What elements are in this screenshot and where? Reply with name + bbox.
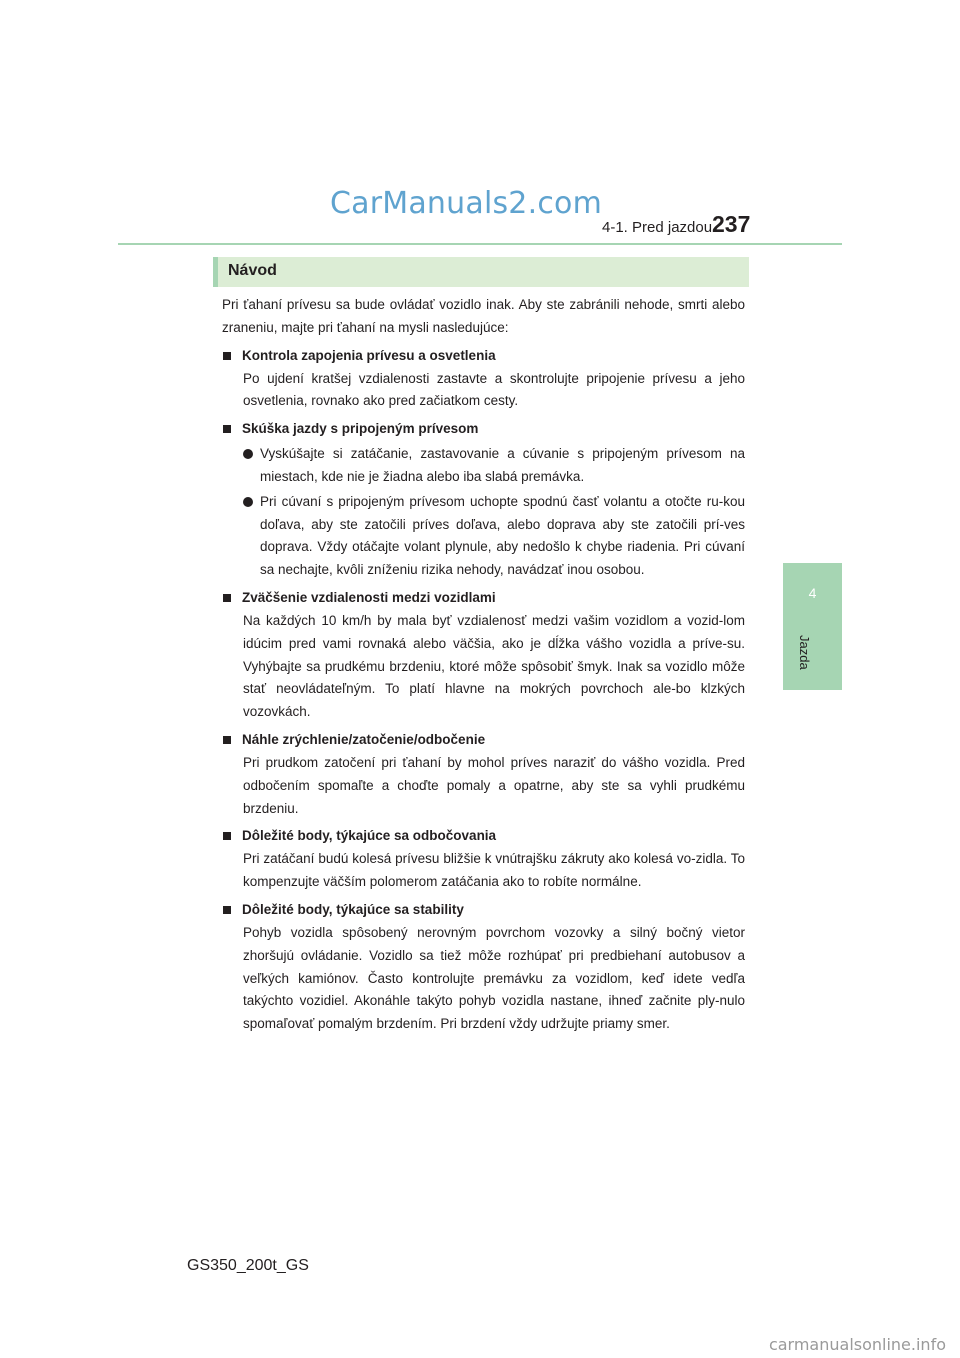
section-heading	[222, 824, 745, 848]
list-item-text: Vyskúšajte si zatáčanie, zastavovanie a cúvanie s pripojeným prívesom na miestach, kde nie je žiadna alebo iba slabá premávka.	[260, 446, 745, 484]
section-trailer-check	[222, 344, 745, 414]
square-bullet-icon	[223, 425, 231, 433]
watermark-logo: CarManuals2.com	[330, 186, 603, 221]
header-divider	[118, 243, 842, 245]
section-text: Po ujdení kratšej vzdialenosti zastavte a skontrolujte pripojenie prívesu a jeho osvetlenia, rovnako ako pred začiatkom cesty.	[243, 370, 745, 409]
page-number: 237	[712, 211, 751, 237]
round-bullet-icon	[243, 497, 253, 507]
square-bullet-icon	[223, 594, 231, 602]
list-item	[222, 443, 745, 489]
square-bullet-icon	[223, 906, 231, 914]
instruction-box-header	[213, 257, 749, 287]
section-test-drive	[222, 417, 745, 582]
box-title: Návod	[228, 262, 277, 279]
heading-text: Dôležité body, týkajúce sa odbočovania	[242, 828, 497, 844]
section-text: Pri prudkom zatočení pri ťahaní by mohol príves naraziť do vášho vozidla. Pred odbočením spomaľte a choďte pomaly a opatrne, aby ste sa vyhli prudkému brzdeniu.	[243, 754, 745, 816]
square-bullet-icon	[223, 736, 231, 744]
heading-text: Náhle zrýchlenie/zatočenie/odbočenie	[242, 731, 486, 747]
heading-text: Kontrola zapojenia prívesu a osvetlenia	[242, 347, 496, 363]
section-heading	[222, 586, 745, 610]
section-sudden-maneuvers	[222, 728, 745, 820]
chapter-number: 4	[808, 585, 817, 601]
list-item	[222, 491, 745, 582]
section-heading	[222, 344, 745, 368]
list-item-text: Pri cúvaní s pripojeným prívesom uchopte spodnú časť volantu a otočte ru-kou doľava, aby ste zatočili príves doľava, alebo doprava aby ste zatočili prí-ves doprava. Vždy otáčajte volant plynule, aby nedošlo k chybe riadenia. Pri cúvaní sa nechajte, kvôli zníženiu rizika nehody, navádzať inou osobou.	[260, 493, 745, 578]
section-heading	[222, 728, 745, 752]
round-bullet-icon	[243, 449, 253, 459]
square-bullet-icon	[223, 832, 231, 840]
heading-text: Skúška jazdy s pripojeným prívesom	[242, 421, 479, 437]
model-code: GS350_200t_GS	[187, 1257, 309, 1274]
section-distance	[222, 586, 745, 724]
chapter-tab	[783, 563, 842, 690]
section-stability	[222, 898, 745, 1036]
section-heading	[222, 898, 745, 922]
section-text: Pri zatáčaní budú kolesá prívesu bližšie k vnútrajšku zákruty ako kolesá vo-zidla. To kompenzujte väčším polomerom zatáčania ako to robíte normálne.	[243, 851, 745, 890]
square-bullet-icon	[223, 352, 231, 360]
section-label: 4-1. Pred jazdou	[602, 219, 713, 236]
section-heading	[222, 417, 745, 441]
section-text: Pohyb vozidla spôsobený nerovným povrchom vozovky a silný bočný vietor zhoršujú ovládanie. Vozidlo sa tiež môže rozhúpať pri predbiehaní autobusov a veľkých kamiónov. Často kontrolujte premávku za vozidlom, keď idete vedľa takýchto vozidiel. Akonáhle takýto pohyb vozidla nastane, ihneď začnite ply-nulo spomaľovať pomalým brzdením. Pri brzdení vždy udržujte priamy smer.	[243, 924, 745, 1032]
section-text: Na každých 10 km/h by mala byť vzdialenosť medzi vašim vozidlom a vozid-lom idúcim pred vami rovnaká alebo väčšia, ako je dĺžka vášho vozidla a príve-su. Vyhýbajte sa prudkému brzdeniu, ktoré môže spôsobiť šmyk. Inak sa vozidlo môže stať neovládateľným. To platí hlavne na mokrých povrchoch ale-bo klzkých vozovkách.	[243, 612, 745, 720]
footer-watermark: carmanualsonline.info	[768, 1335, 946, 1354]
chapter-label: Jazda	[797, 635, 812, 670]
section-turning	[222, 824, 745, 894]
page-content	[222, 294, 745, 1036]
heading-text: Zväčšenie vzdialenosti medzi vozidlami	[242, 589, 496, 605]
intro-paragraph: Pri ťahaní prívesu sa bude ovládať vozidlo inak. Aby ste zabránili nehode, smrti alebo zraneniu, majte pri ťahaní na mysli nasledujúce:	[222, 297, 745, 335]
heading-text: Dôležité body, týkajúce sa stability	[242, 901, 464, 917]
